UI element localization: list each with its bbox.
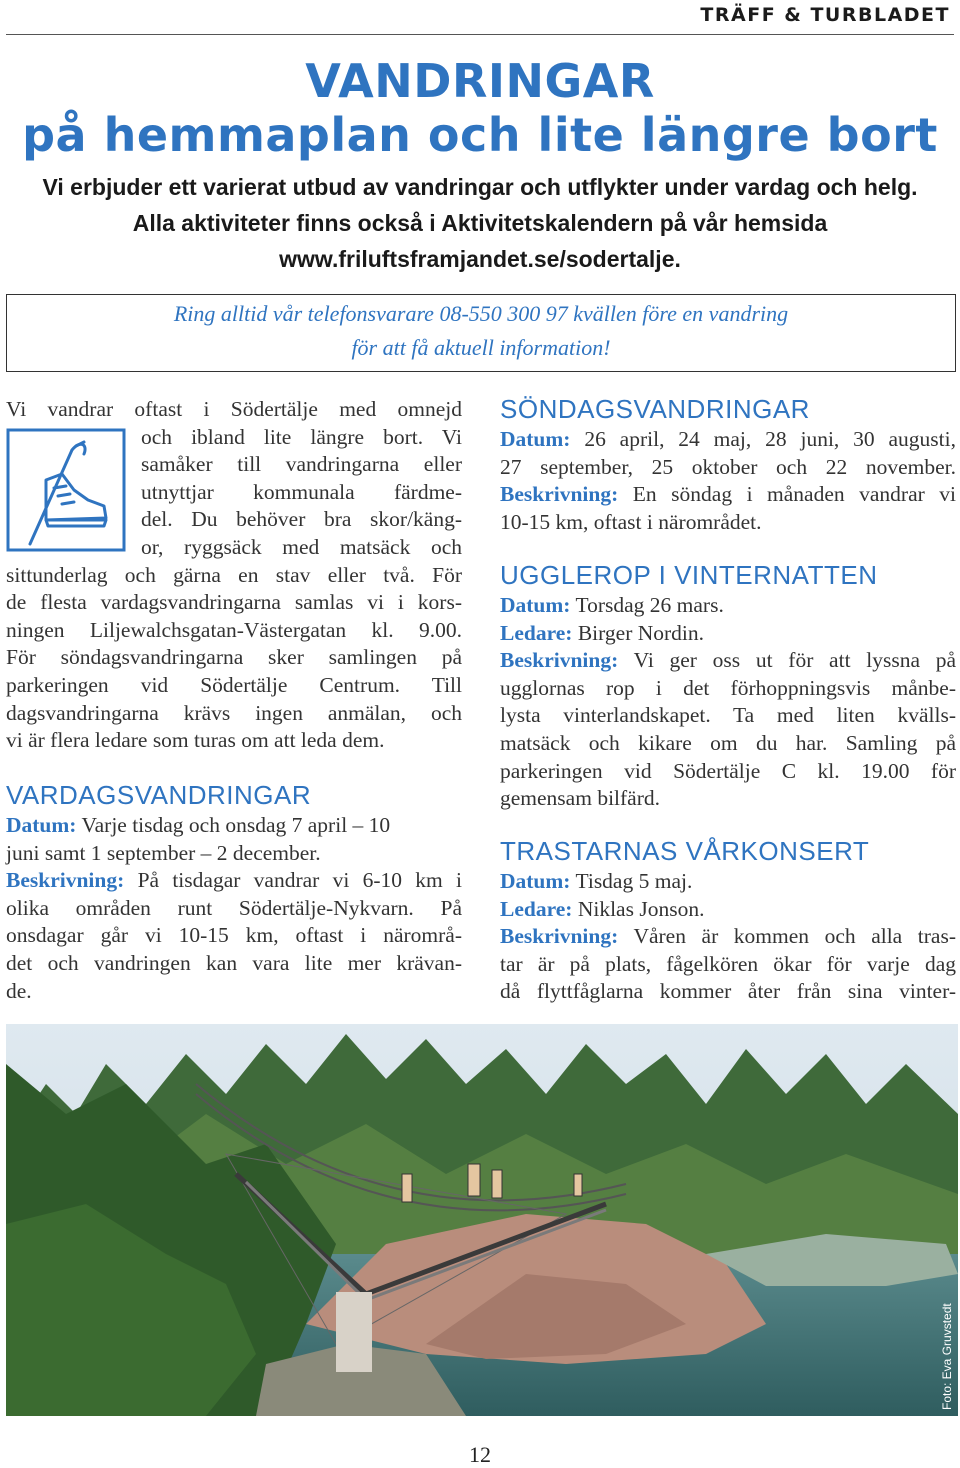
suspension-bridge-photo bbox=[6, 1024, 958, 1416]
section-title-sondag: SÖNDAGSVANDRINGAR bbox=[500, 394, 810, 424]
beskrivning-label: Beskrivning: bbox=[500, 924, 619, 949]
phone-info-line-2: för att få aktuell information! bbox=[351, 335, 611, 360]
text-line: det och vandringen kan vara lite mer krävan- bbox=[6, 950, 462, 975]
datum-value: Varje tisdag och onsdag 7 april – 10 bbox=[81, 813, 391, 837]
text-line: olika områden runt Södertälje-Nykvarn. På bbox=[6, 895, 462, 920]
text-line: parkeringen vid Södertälje C kl. 19.00 för bbox=[500, 758, 956, 783]
datum-value: Tisdag 5 maj. bbox=[575, 869, 693, 893]
text-line: Vi vandrar oftast i Södertälje med omnejd bbox=[6, 397, 462, 421]
text-line: de flesta vardagsvandringarna samlas vi i kors- bbox=[6, 590, 462, 615]
ledare-value: Birger Nordin. bbox=[577, 620, 705, 645]
text-line: onsdagar går vi 10-15 km, oftast i närområ- bbox=[6, 923, 462, 948]
section-sondag-body bbox=[500, 426, 956, 536]
section-title-vardag: VARDAGSVANDRINGAR bbox=[6, 780, 312, 810]
text-line: dagsvandringarna krävs ingen anmälan, och bbox=[6, 700, 462, 725]
text-line: del. Du behöver bra skor/käng- bbox=[141, 507, 462, 532]
text-line: tar är på plats, fågelkören ökar för varje dag bbox=[500, 951, 956, 976]
section-trast-body bbox=[500, 868, 956, 1006]
header-divider bbox=[6, 34, 954, 35]
headline-line-2: på hemmaplan och lite längre bort bbox=[22, 108, 938, 162]
text-line: parkeringen vid Södertälje Centrum. Till bbox=[6, 672, 462, 697]
section-uggla-body bbox=[500, 592, 956, 813]
text-line: gemensam bilfärd. bbox=[500, 786, 661, 811]
text-line: För söndagsvandringarna sker samlingen på bbox=[6, 645, 462, 670]
left-intro-text bbox=[6, 396, 462, 755]
text-line: de. bbox=[6, 978, 32, 1003]
headline-line-1: VANDRINGAR bbox=[305, 54, 655, 108]
beskrivning-label: Beskrivning: bbox=[500, 482, 619, 507]
ledare-label: Ledare: bbox=[500, 896, 573, 921]
datum-label: Datum: bbox=[500, 593, 571, 617]
text-line: och ibland lite längre bort. Vi bbox=[141, 424, 462, 449]
text-line: sittunderlag och gärna en stav eller två. För bbox=[6, 562, 462, 587]
text-line: då flyttfåglarna kommer åter från sina vinter- bbox=[500, 979, 956, 1004]
datum-value: 27 september, 25 oktober och 22 november. bbox=[500, 454, 956, 479]
text-line: 10-15 km, oftast i närområdet. bbox=[500, 509, 762, 534]
beskrivning-text: På tisdagar vandrar vi 6-10 km i bbox=[137, 868, 463, 893]
section-title-trast: TRASTARNAS VÅRKONSERT bbox=[500, 836, 870, 866]
datum-value: juni samt 1 september – 2 december. bbox=[6, 840, 321, 865]
intro-website-link[interactable]: www.friluftsframjandet.se/sodertalje. bbox=[279, 246, 681, 272]
text-line: matsäck och kikare om du har. Samling på bbox=[500, 730, 956, 755]
text-line: or, ryggsäck med matsäck och bbox=[141, 534, 462, 559]
beskrivning-text: Våren är kommen och alla tras- bbox=[633, 924, 956, 949]
text-line: samåker till vandringarna eller bbox=[141, 452, 462, 477]
ledare-label: Ledare: bbox=[500, 620, 573, 645]
text-line: ningen Liljewalchsgatan-Västergatan kl. 9.00. bbox=[6, 617, 462, 642]
beskrivning-label: Beskrivning: bbox=[500, 648, 619, 673]
phone-info-box bbox=[6, 294, 956, 372]
datum-value: 26 april, 24 maj, 28 juni, 30 augusti, bbox=[584, 427, 956, 451]
intro-line-1: Vi erbjuder ett varierat utbud av vandringar och utflykter under vardag och helg. bbox=[42, 174, 918, 200]
datum-label: Datum: bbox=[500, 869, 571, 893]
text-line: lysta vinterlandskapet. Ta med liten kvälls- bbox=[500, 703, 956, 728]
beskrivning-text: En söndag i månaden vandrar vi bbox=[632, 482, 957, 507]
header-title: TRÄFF & TURBLADET bbox=[700, 4, 950, 26]
text-line: ugglornas rop i det förhoppningsvis månbe- bbox=[500, 675, 956, 700]
beskrivning-label: Beskrivning: bbox=[6, 868, 125, 893]
text-line: utnyttjar kommunala färdme- bbox=[141, 479, 462, 504]
datum-label: Datum: bbox=[6, 813, 77, 837]
datum-label: Datum: bbox=[500, 427, 571, 451]
text-line: vi är flera ledare som turas om att leda dem. bbox=[6, 728, 385, 753]
intro-line-2: Alla aktiviteter finns också i Aktivitetskalendern på vår hemsida bbox=[132, 210, 828, 236]
phone-info-line-1: Ring alltid vår telefonsvarare 08-550 300 97 kvällen före en vandring bbox=[173, 301, 789, 326]
datum-value: Torsdag 26 mars. bbox=[575, 593, 724, 617]
beskrivning-text: Vi ger oss ut för att lyssna på bbox=[633, 648, 956, 673]
section-title-uggla: UGGLEROP I VINTERNATTEN bbox=[500, 560, 878, 590]
page-number: 12 bbox=[469, 1442, 491, 1467]
photo-credit: Foto: Eva Gruvstedt bbox=[940, 1303, 954, 1410]
ledare-value: Niklas Jonson. bbox=[577, 896, 705, 921]
section-vardag-body bbox=[6, 812, 462, 1005]
